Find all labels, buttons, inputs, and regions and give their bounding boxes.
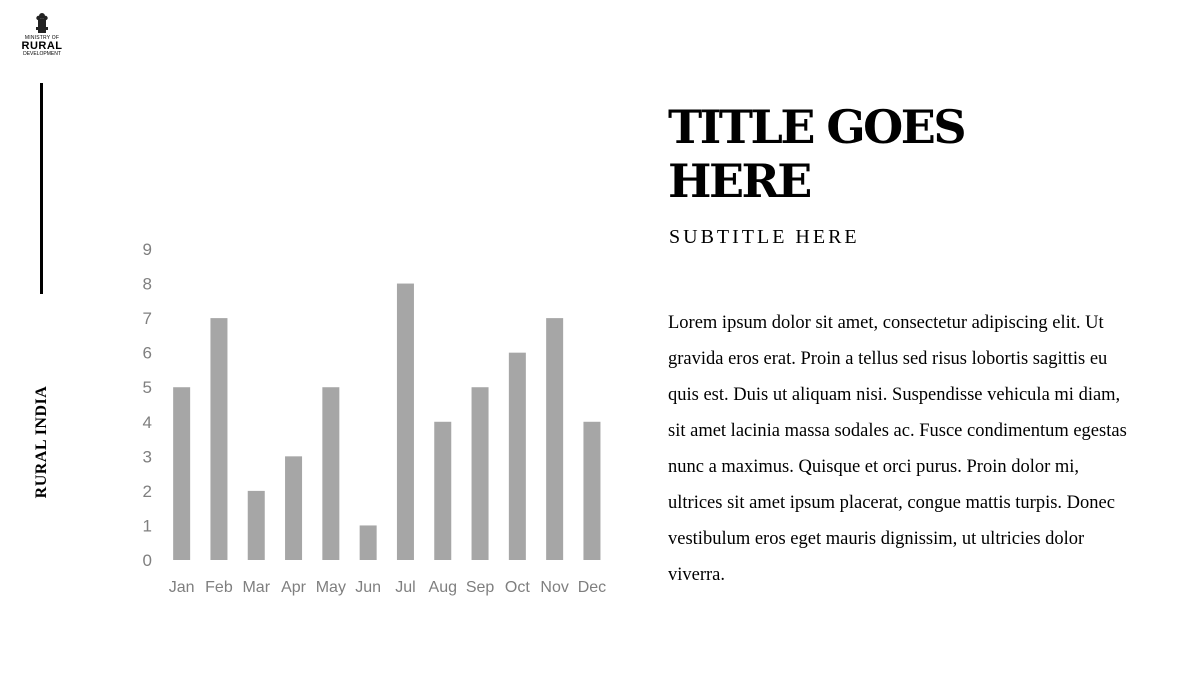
y-tick-label: 6 xyxy=(142,343,152,363)
bar-may xyxy=(322,387,339,560)
x-tick-label: Nov xyxy=(540,579,569,596)
x-tick-label: Sep xyxy=(465,579,495,596)
bar-jan xyxy=(173,387,190,560)
bar-jul xyxy=(397,284,414,560)
x-tick-label: Aug xyxy=(428,579,457,596)
logo-text-development: DEVELOPMENT xyxy=(23,51,61,57)
vertical-divider xyxy=(40,83,43,294)
y-tick-label: 1 xyxy=(142,516,152,536)
slide-title: TITLE GOES HERE xyxy=(668,100,965,208)
emblem-icon xyxy=(35,12,49,34)
x-tick-label: Dec xyxy=(577,579,607,596)
bar-apr xyxy=(285,456,302,560)
bar-aug xyxy=(434,422,451,560)
x-tick-label: Jan xyxy=(168,579,195,596)
y-tick-label: 9 xyxy=(142,240,152,259)
logo-text-ministry: MINISTRY OF xyxy=(24,35,60,41)
bar-nov xyxy=(546,318,563,560)
y-tick-label: 2 xyxy=(142,481,152,501)
x-tick-label: Jul xyxy=(395,579,416,596)
bar-dec xyxy=(583,422,600,560)
slide-subtitle: SUBTITLE HERE xyxy=(669,226,860,248)
x-tick-label: May xyxy=(315,579,346,596)
slide-body: Lorem ipsum dolor sit amet, consectetur adipiscing elit. Ut gravida eros erat. Proin a tellus sed risus lobortis sagittis eu quis est. Duis ut aliquam nisi. Suspendisse vehicula mi diam, sit amet lacinia massa sodales ac. Fusce condimentum egestas nunc a maximus. Quisque et orci purus. Proin dolor mi, ultrices sit amet ipsum placerat, congue mattis turpis. Donec vestibulum eros eget mauris dignissim, ut ultricies dolor viverra. xyxy=(668,313,1127,585)
logo-text-rural: RURAL xyxy=(21,40,63,52)
side-label: RURAL INDIA xyxy=(33,385,50,499)
x-tick-label: Mar xyxy=(242,579,271,596)
bar-chart xyxy=(130,230,630,610)
bar-oct xyxy=(509,353,526,560)
x-tick-label: Jun xyxy=(355,579,382,596)
bar-jun xyxy=(360,525,377,560)
y-tick-label: 7 xyxy=(142,309,152,329)
bar-sep xyxy=(472,387,489,560)
y-tick-label: 5 xyxy=(142,378,152,398)
bar-mar xyxy=(248,491,265,560)
x-tick-label: Feb xyxy=(205,579,233,596)
bar-feb xyxy=(210,318,227,560)
y-tick-label: 3 xyxy=(142,447,152,467)
x-tick-label: Apr xyxy=(281,579,307,596)
ministry-logo xyxy=(14,12,70,62)
y-tick-label: 8 xyxy=(142,274,152,294)
x-tick-label: Oct xyxy=(504,579,530,596)
y-tick-label: 4 xyxy=(142,412,152,432)
y-tick-label: 0 xyxy=(142,551,152,570)
